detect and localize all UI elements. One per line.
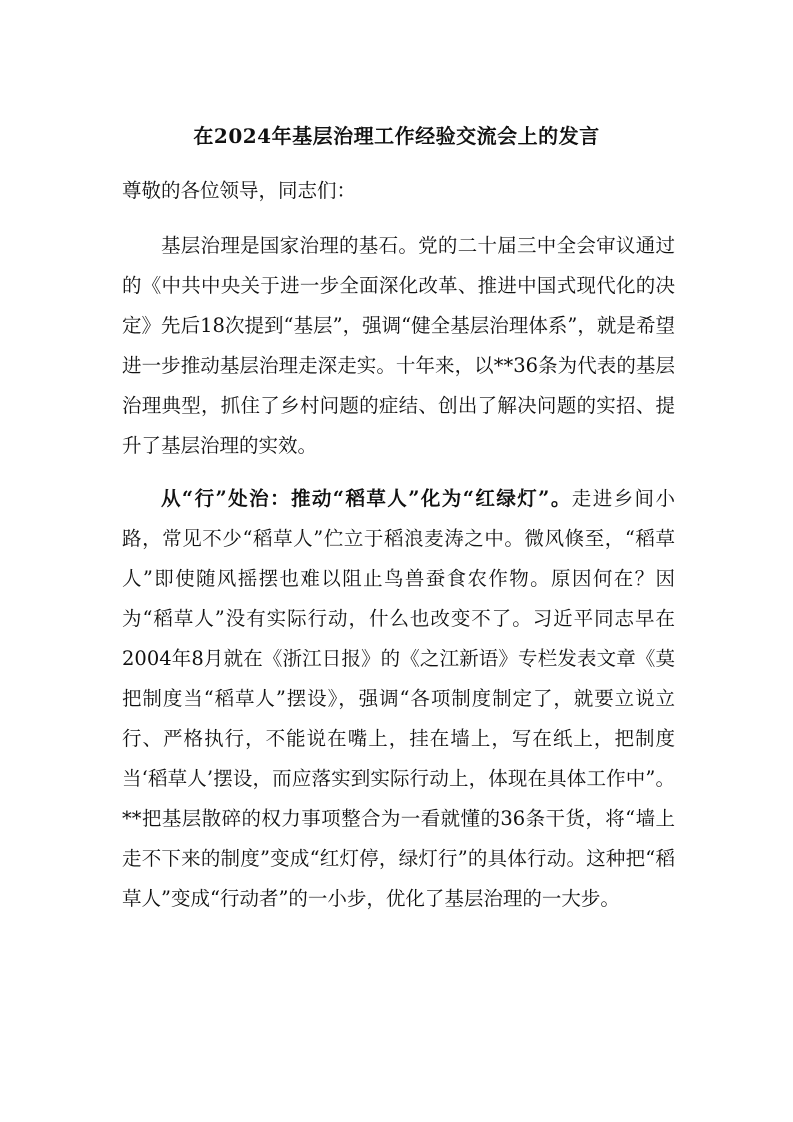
paragraph-2-body: 走进乡间小路，常见不少“稻草人”伫立于稻浪麦涛之中。微风倏至，“稻草人”即使随风摇摆也难以阻止鸟兽蚕食农作物。原因何在？因为“稻草人”没有实际行动，什么也改变不了。习近平同志早在2004年8月就在《浙江日报》的《之江新语》专栏发表文章《莫把制度当“稻草人”摆设》，强调“各项制度制定了，就要立说立行、严格执行，不能说在嘴上，挂在墙上，写在纸上，把制度当‘稻草人’摆设，而应落实到实际行动上，体现在具体工作中”。**把基层散碎的权力事项整合为一看就懂的36条干货，将“墙上走不下来的制度”变成“红灯停，绿灯行”的具体行动。这种把“稻草人”变成“行动者”的一小步，优化了基层治理的一大步。 [122, 487, 675, 910]
paragraph-2-content [122, 479, 675, 919]
salutation: 尊敬的各位领导，同志们： [122, 179, 357, 202]
paragraph-1-text: 基层治理是国家治理的基石。党的二十届三中全会审议通过的《中共中央关于进一步全面深化改革、推进中国式现代化的决定》先后18次提到“基层”，强调“健全基层治理体系”，就是希望进一步推动基层治理走深走实。十年来，以**36条为代表的基层治理典型，抓住了乡村问题的症结、创出了解决问题的实招、提升了基层治理的实效。 [122, 234, 675, 457]
document-title: 在2024年基层治理工作经验交流会上的发言 [193, 124, 600, 148]
paragraph-2-lead: 从“行”处治：推动“稻草人”化为“红绿灯”。 [161, 487, 572, 510]
paragraph-1 [122, 226, 675, 466]
paragraph-2 [122, 479, 675, 919]
